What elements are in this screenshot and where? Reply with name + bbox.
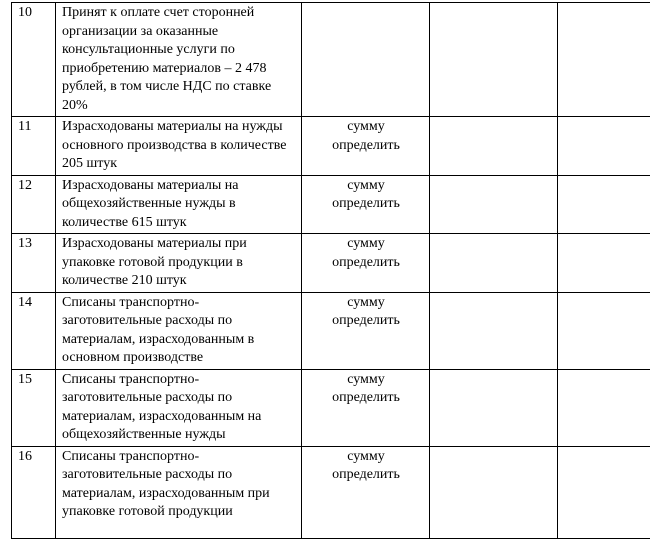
amount-cell xyxy=(302,369,430,446)
amount-cell xyxy=(302,446,430,538)
debit-cell xyxy=(430,292,558,369)
row-number: 11 xyxy=(12,117,56,176)
amount-cell xyxy=(302,117,430,176)
table-row xyxy=(12,175,650,234)
amount-label: сумму xyxy=(308,118,424,137)
debit-cell xyxy=(430,234,558,293)
table-row xyxy=(12,446,650,538)
amount-label: определить xyxy=(308,389,424,408)
debit-cell xyxy=(430,175,558,234)
credit-cell xyxy=(558,3,650,117)
amount-cell xyxy=(302,292,430,369)
operation-description: Израсходованы материалы на общехозяйственные нужды в количестве 615 штук xyxy=(56,175,302,234)
amount-cell xyxy=(302,234,430,293)
row-number: 13 xyxy=(12,234,56,293)
row-number: 15 xyxy=(12,369,56,446)
operation-description: Израсходованы материалы при упаковке готовой продукции в количестве 210 штук xyxy=(56,234,302,293)
operation-description: Списаны транспортно-заготовительные расходы по материалам, израсходованным при упаковке готовой продукции xyxy=(56,446,302,538)
amount-label: сумму xyxy=(308,177,424,196)
amount-label: определить xyxy=(308,195,424,214)
debit-cell xyxy=(430,117,558,176)
table-row xyxy=(12,117,650,176)
amount-label: сумму xyxy=(308,235,424,254)
transactions-table xyxy=(11,2,650,539)
debit-cell xyxy=(430,446,558,538)
debit-cell xyxy=(430,369,558,446)
operation-description: Израсходованы материалы на нужды основного производства в количестве 205 штук xyxy=(56,117,302,176)
amount-label: определить xyxy=(308,312,424,331)
credit-cell xyxy=(558,446,650,538)
credit-cell xyxy=(558,175,650,234)
amount-label: определить xyxy=(308,466,424,485)
amount-label: сумму xyxy=(308,294,424,313)
operation-description: Принят к оплате счет сторонней организации за оказанные консультационные услуги по приобретению материалов – 2 478 рублей, в том числе НДС по ставке 20% xyxy=(56,3,302,117)
table-row xyxy=(12,234,650,293)
operation-description: Списаны транспортно-заготовительные расходы по материалам, израсходованным в основном производстве xyxy=(56,292,302,369)
table-row xyxy=(12,292,650,369)
credit-cell xyxy=(558,369,650,446)
amount-label: сумму xyxy=(308,371,424,390)
row-number: 14 xyxy=(12,292,56,369)
row-number: 16 xyxy=(12,446,56,538)
credit-cell xyxy=(558,234,650,293)
credit-cell xyxy=(558,117,650,176)
debit-cell xyxy=(430,3,558,117)
amount-label: определить xyxy=(308,137,424,156)
amount-label: определить xyxy=(308,254,424,273)
table-row xyxy=(12,369,650,446)
credit-cell xyxy=(558,292,650,369)
amount-label: сумму xyxy=(308,448,424,467)
row-number: 10 xyxy=(12,3,56,117)
row-number: 12 xyxy=(12,175,56,234)
table-row xyxy=(12,3,650,117)
amount-cell xyxy=(302,3,430,117)
operation-description: Списаны транспортно-заготовительные расходы по материалам, израсходованным на общехозяйственные нужды xyxy=(56,369,302,446)
amount-cell xyxy=(302,175,430,234)
